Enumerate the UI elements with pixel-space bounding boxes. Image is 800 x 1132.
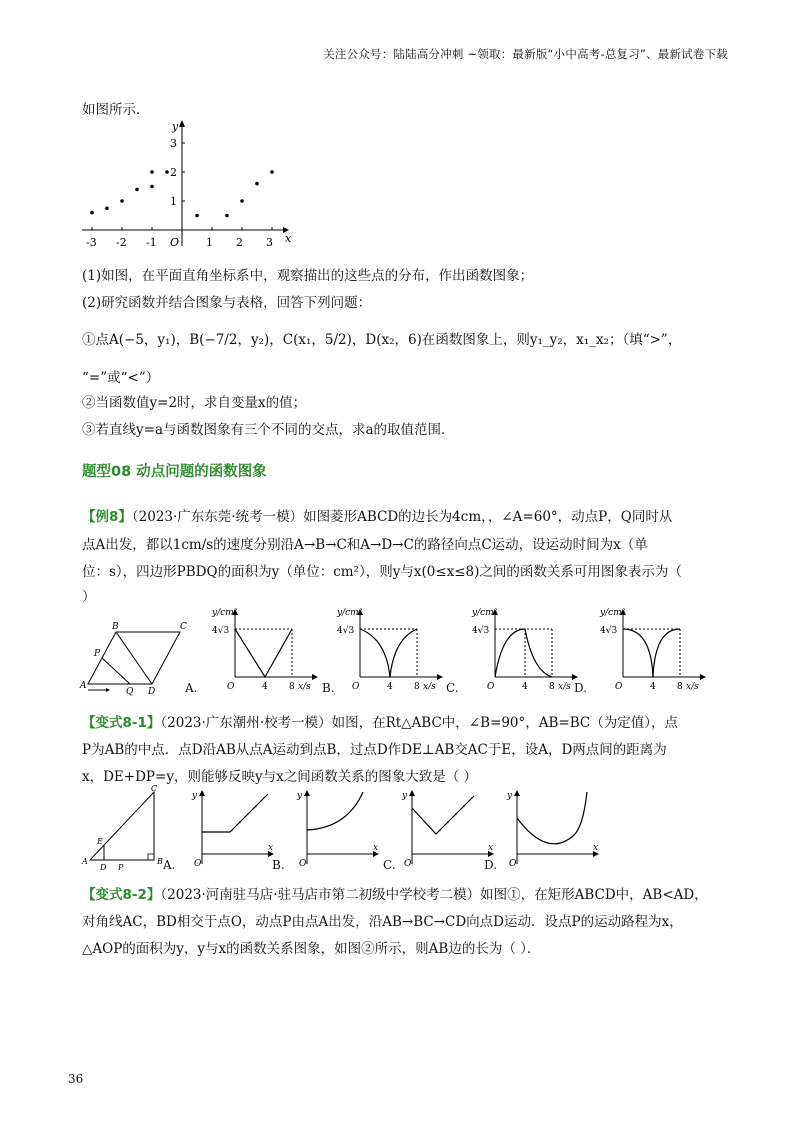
rhombus-label-P: P bbox=[94, 649, 101, 659]
ex8-option-c: C. bbox=[446, 681, 459, 695]
ex8-y-value: 4√3 bbox=[472, 626, 490, 636]
v81-y-label: y bbox=[402, 791, 408, 801]
v81-x-label: x bbox=[488, 843, 494, 853]
ex8-y-value: 4√3 bbox=[600, 626, 618, 636]
ex8-curve bbox=[623, 629, 680, 677]
scatter-y-tick: 2 bbox=[170, 166, 177, 179]
ex8-x-label: x/s bbox=[423, 682, 436, 690]
v81-origin: O bbox=[194, 859, 202, 869]
scatter-y-label: y bbox=[172, 120, 179, 133]
scatter-point bbox=[150, 170, 154, 174]
v81-curve bbox=[307, 792, 363, 830]
scatter-point bbox=[225, 214, 229, 218]
variant-8-2-line2: 对角线AC，BD相交于点O，动点P由点A出发，沿AB→BC→CD向点D运动．设点P的运动路程为x， bbox=[82, 914, 683, 930]
variant-8-1-line1: （2023·广东潮州·校考一模）如图，在Rt△ABC中，∠B=90°，AB=BC（为定值），点 bbox=[160, 715, 679, 731]
v81-y-arrow bbox=[199, 790, 205, 796]
question-2-1-a: ①点A(−5，y₁)，B(−7/2，y₂)，C(x₁，5/2)，D(x₂，6)在函数图象上，则y₁_y₂，x₁_x₂；（填“>”， bbox=[82, 332, 682, 348]
variant-8-1-line3: x，DE+DP=y，则能够反映y与x之间函数关系的图象大致是（ ） bbox=[82, 769, 477, 785]
ex8-x-tick: 4 bbox=[650, 682, 656, 690]
ex8-origin: O bbox=[487, 682, 495, 690]
scatter-y-tick: 3 bbox=[170, 137, 177, 150]
v81-y-arrow bbox=[304, 790, 310, 796]
rhombus-label-D: D bbox=[148, 687, 156, 697]
example-8-line3: 位：s），四边形PBDQ的面积为y（单位：cm²），则y与x(0≤x≤8)之间的函数关系可用图象表示为（ bbox=[82, 564, 682, 580]
v81-graph-b bbox=[295, 788, 385, 873]
scatter-point bbox=[195, 214, 199, 218]
scatter-point bbox=[120, 199, 124, 203]
scatter-y-tick: 1 bbox=[170, 195, 177, 208]
variant-8-1-tag: 【变式8-1】 bbox=[82, 715, 161, 731]
example-8-line1: （2023·广东东莞·统考一模）如图菱形ABCD的边长为4cm，，∠A=60°，动点P，Q同时从 bbox=[131, 509, 673, 525]
rhombus-figure bbox=[76, 618, 196, 698]
scatter-x-label: x bbox=[285, 232, 292, 245]
scatter-x-tick: 2 bbox=[236, 236, 243, 248]
v81-y-label: y bbox=[297, 791, 303, 801]
question-2: (2)研究函数并结合图象与表格，回答下列问题： bbox=[82, 295, 372, 311]
scatter-point bbox=[165, 170, 169, 174]
tri-label-C: C bbox=[151, 784, 158, 793]
variant-8-1-line2: P为AB的中点．点D沿AB从点A运动到点B，过点D作DE⊥AB交AC于E，设A，D两点间的距离为 bbox=[82, 742, 667, 758]
scatter-point bbox=[90, 211, 94, 215]
rhombus-label-B: B bbox=[112, 622, 119, 632]
scatter-point bbox=[105, 206, 109, 210]
question-2-1-b: “=”或“<”） bbox=[82, 370, 160, 386]
v81-option-b: B. bbox=[272, 858, 285, 872]
ex8-y-label: y/cm² bbox=[472, 608, 498, 618]
scatter-x-tick: 1 bbox=[206, 236, 213, 248]
ex8-x-tick: 8 bbox=[289, 682, 295, 690]
intro-text: 如图所示． bbox=[82, 102, 150, 118]
v81-origin: O bbox=[509, 859, 517, 869]
v81-y-label: y bbox=[507, 791, 513, 801]
ex8-graph-a bbox=[210, 605, 320, 690]
ex8-x-label: x/s bbox=[686, 682, 699, 690]
ex8-y-value: 4√3 bbox=[212, 626, 230, 636]
tri-label-A: A bbox=[82, 857, 88, 866]
ex8-option-b: B. bbox=[322, 681, 335, 695]
variant-8-2-tag: 【变式8-2】 bbox=[82, 887, 161, 903]
v81-option-a: A. bbox=[163, 858, 176, 872]
scatter-point bbox=[150, 185, 154, 189]
scatter-x-tick: -3 bbox=[86, 236, 97, 248]
ex8-x-tick: 8 bbox=[549, 682, 555, 690]
page-header: 关注公众号：陆陆高分冲刺 ~领取：最新版“小中高考-总复习”、最新试卷下载 bbox=[323, 47, 728, 61]
scatter-point bbox=[240, 199, 244, 203]
tri-label-D: D bbox=[100, 863, 107, 872]
ex8-x-tick: 8 bbox=[414, 682, 420, 690]
example-8-line2: 点A出发，都以1cm/s的速度分别沿A→B→C和A→D→C的路径向点C运动，设运动时间为x（单 bbox=[82, 537, 648, 553]
v81-origin: O bbox=[404, 859, 412, 869]
ex8-x-tick: 8 bbox=[677, 682, 683, 690]
scatter-x-tick: 3 bbox=[266, 236, 273, 248]
ex8-option-a: A. bbox=[185, 681, 198, 695]
scatter-x-tick: -1 bbox=[146, 236, 157, 248]
scatter-point bbox=[255, 182, 259, 186]
v81-option-d: D. bbox=[484, 858, 498, 872]
ex8-y-value: 4√3 bbox=[337, 626, 355, 636]
question-2-3: ③若直线y=a与函数图象有三个不同的交点，求a的取值范围． bbox=[82, 422, 455, 438]
scatter-point bbox=[135, 188, 139, 192]
scatter-plot bbox=[78, 118, 308, 248]
ex8-origin: O bbox=[227, 682, 235, 690]
ex8-graph-d bbox=[598, 605, 708, 690]
v81-y-arrow bbox=[409, 790, 415, 796]
variant-8-2-line1: （2023·河南驻马店·驻马店市第二初级中学校考二模）如图①，在矩形ABCD中，AB<AD， bbox=[160, 887, 708, 903]
ex8-curve bbox=[495, 629, 552, 677]
ex8-x-tick: 4 bbox=[387, 682, 393, 690]
example-8-tag: 【例8】 bbox=[82, 509, 132, 525]
v81-graph-d bbox=[505, 788, 605, 873]
v81-curve bbox=[202, 794, 268, 832]
scatter-point bbox=[270, 170, 274, 174]
question-1: (1)如图，在平面直角坐标系中，观察描出的这些点的分布，作出函数图象； bbox=[82, 268, 534, 284]
v81-x-label: x bbox=[373, 843, 379, 853]
v81-option-c: C. bbox=[383, 858, 396, 872]
ex8-x-arrow bbox=[700, 674, 706, 680]
v81-graph-a bbox=[190, 788, 280, 873]
v81-y-label: y bbox=[192, 791, 198, 801]
scatter-x-tick: -2 bbox=[116, 236, 127, 248]
ex8-origin: O bbox=[615, 682, 623, 690]
example-8-line4: ） bbox=[82, 589, 96, 605]
v81-x-label: x bbox=[268, 843, 274, 853]
ex8-y-label: y/cm² bbox=[600, 608, 626, 618]
ex8-x-arrow bbox=[312, 674, 318, 680]
ex8-x-tick: 4 bbox=[522, 682, 528, 690]
ex8-x-arrow bbox=[572, 674, 578, 680]
page-number: 36 bbox=[68, 1072, 84, 1086]
ex8-graph-b bbox=[335, 605, 445, 690]
ex8-y-label: y/cm² bbox=[212, 608, 238, 618]
v81-x-label: x bbox=[593, 843, 599, 853]
ex8-curve bbox=[235, 629, 292, 677]
ex8-origin: O bbox=[352, 682, 360, 690]
ex8-y-label: y/cm² bbox=[337, 608, 363, 618]
ex8-x-arrow bbox=[437, 674, 443, 680]
scatter-x-tick: O bbox=[170, 236, 180, 248]
v81-origin: O bbox=[299, 859, 307, 869]
tri-label-E: E bbox=[97, 837, 103, 846]
ex8-graph-c bbox=[470, 605, 580, 690]
section-title: 题型08 动点问题的函数图象 bbox=[82, 464, 267, 480]
rhombus-label-A: A bbox=[80, 681, 87, 691]
tri-label-P: P bbox=[118, 863, 124, 872]
ex8-option-d: D. bbox=[574, 681, 588, 695]
ex8-x-label: x/s bbox=[298, 682, 311, 690]
triangle-figure bbox=[80, 784, 170, 874]
variant-8-2-line3: △AOP的面积为y，y与x的函数关系图象，如图②所示，则AB边的长为（ ）． bbox=[82, 941, 541, 957]
ex8-curve bbox=[360, 629, 417, 677]
v81-curve bbox=[412, 796, 474, 834]
ex8-x-label: x/s bbox=[558, 682, 571, 690]
rhombus-label-C: C bbox=[180, 622, 187, 632]
ex8-x-tick: 4 bbox=[262, 682, 268, 690]
tri-label-B: B bbox=[157, 857, 163, 866]
rhombus-label-Q: Q bbox=[126, 687, 134, 697]
v81-y-arrow bbox=[514, 790, 520, 796]
v81-curve bbox=[517, 792, 587, 844]
question-2-2: ②当函数值y=2时，求自变量x的值； bbox=[82, 395, 307, 411]
